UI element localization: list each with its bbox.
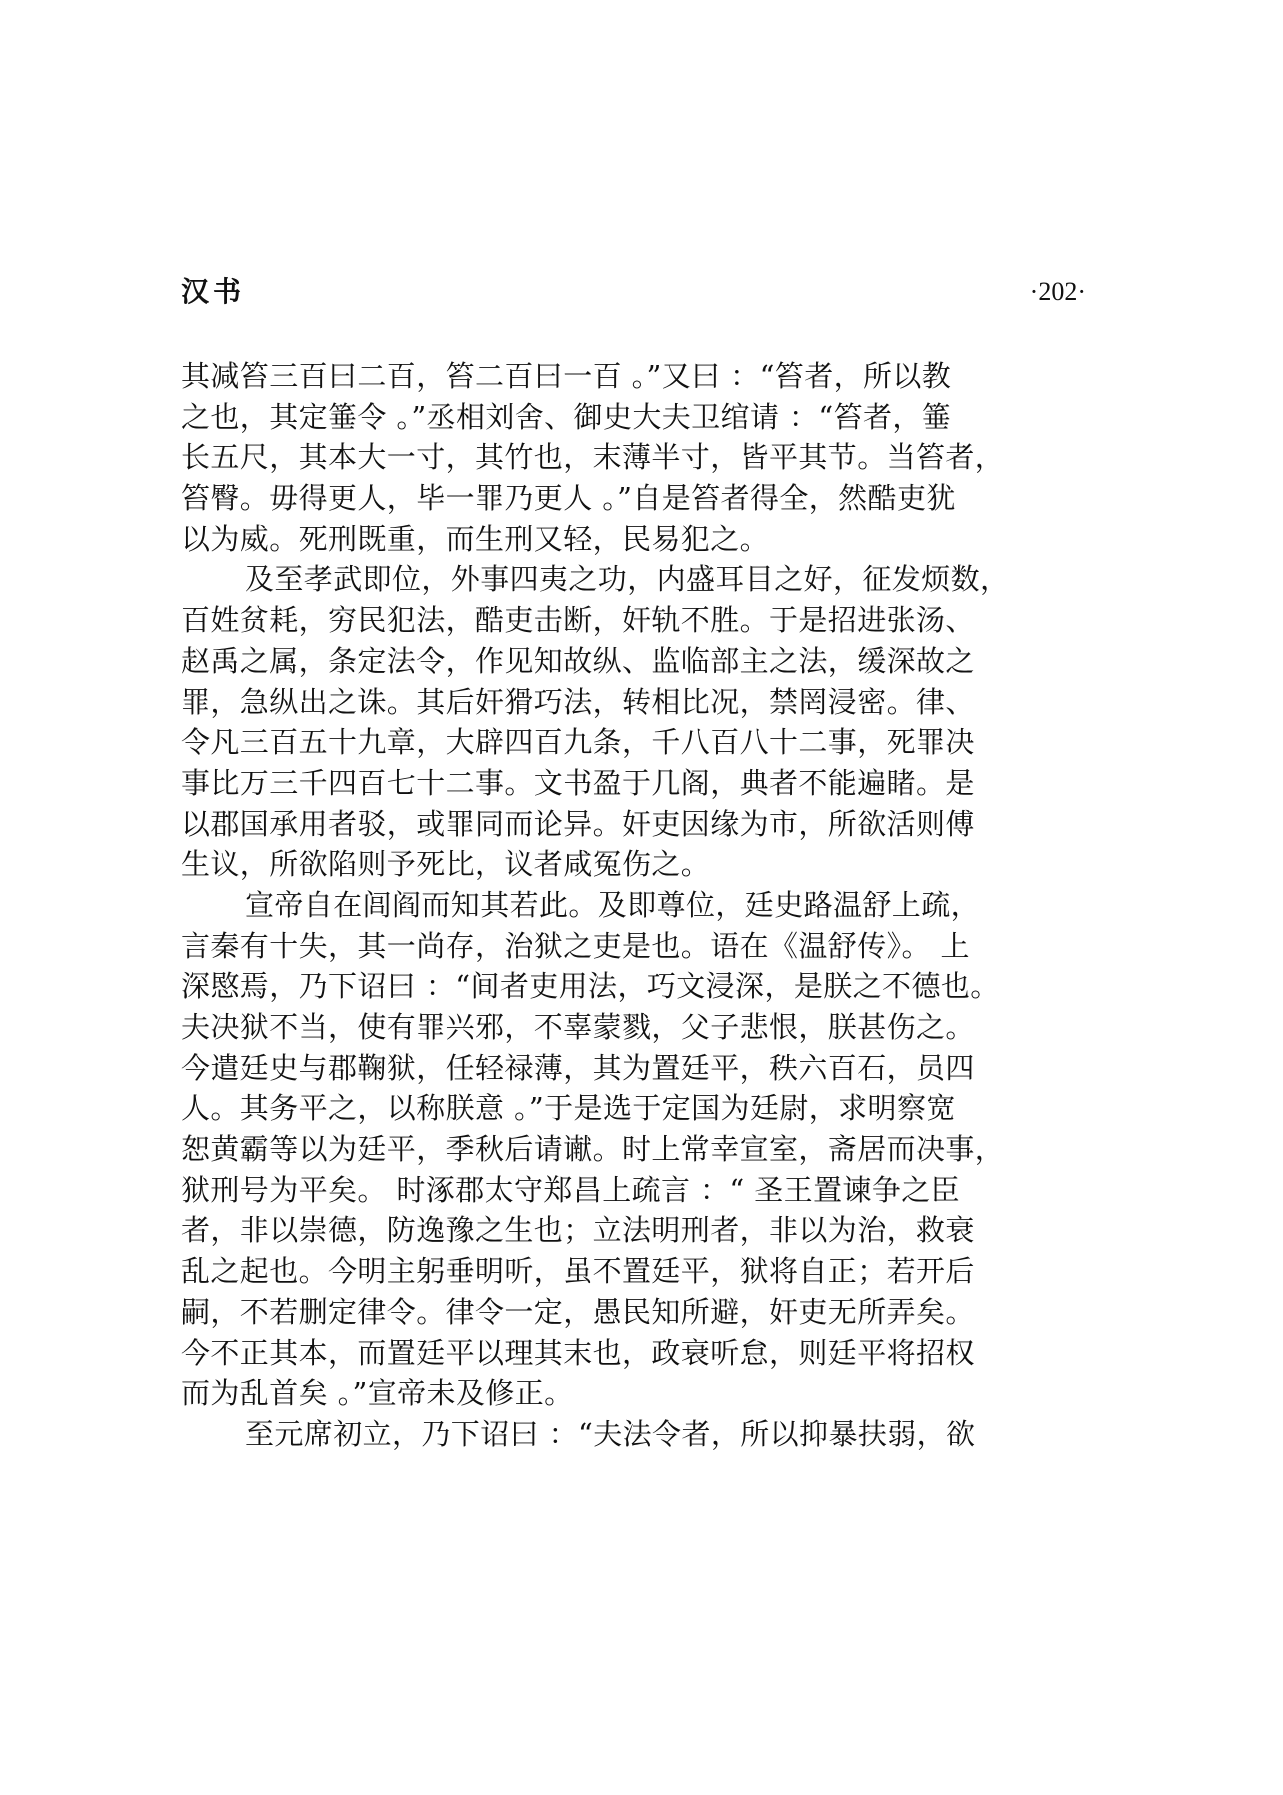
text-line: 赵禹之属，条定法令，作见知故纵、监临部主之法，缓深故之	[181, 643, 975, 678]
text-line: 罪，急纵出之诛。其后奸猾巧法，转相比况，禁罔浸密。律、	[181, 684, 975, 719]
text-line: 其减笞三百曰二百，笞二百曰一百 。”又曰 ：“笞者，所以教	[181, 359, 952, 393]
text-line: 人。其务平之，以称朕意 。”于是选于定国为廷尉，求明察宽	[181, 1091, 956, 1126]
paragraph-start-line: 至元席初立，乃下诏曰 ：“夫法令者，所以抑暴扶弱，欲	[245, 1416, 976, 1451]
text-line: 嗣，不若删定律令。律令一定，愚民知所避，奸吏无所弄矣。	[181, 1294, 975, 1329]
text-line: 言秦有十失，其一尚存，治狱之吏是也。语在《温舒传》。 上	[181, 928, 970, 963]
text-line: 以郡国承用者驳，或罪同而论异。奸吏因缘为市，所欲活则傅	[181, 806, 975, 841]
text-line: 令凡三百五十九章，大辟四百九条，千八百八十二事，死罪决	[181, 725, 975, 760]
page-header	[181, 272, 1086, 312]
text-line: 恕黄霸等以为廷平，季秋后请谳。时上常幸宣室，斋居而决事，	[181, 1132, 1005, 1167]
text-line: 深愍焉，乃下诏曰 ：“间者吏用法，巧文浸深，是朕之不德也。	[181, 969, 1000, 1004]
page-number: ·202·	[1029, 277, 1086, 306]
book-title: 汉书	[181, 275, 246, 308]
text-line: 狱刑号为平矣。 时涿郡太守郑昌上疏言 ：“ 圣王置谏争之臣	[181, 1172, 961, 1207]
text-line: 生议，所欲陷则予死比，议者咸冤伤之。	[181, 847, 711, 882]
text-line: 今不正其本，而置廷平以理其末也，政衰听怠，则廷平将招权	[181, 1335, 975, 1370]
text-line: 以为威。死刑既重，而生刑又轻，民易犯之。	[181, 521, 770, 556]
text-line: 乱之起也。今明主躬垂明听，虽不置廷平，狱将自正；若开后	[181, 1254, 975, 1289]
text-line: 今遣廷史与郡鞠狱，任轻禄薄，其为置廷平，秩六百石，员四	[181, 1050, 975, 1085]
paragraph-start-line: 及至孝武即位，外事四夷之功，内盛耳目之好，征发烦数，	[245, 562, 1010, 597]
text-line: 而为乱首矣 。”宣帝未及修正。	[181, 1376, 574, 1411]
text-line: 夫决狱不当，使有罪兴邪，不辜蒙戮，父子悲恨，朕甚伤之。	[181, 1010, 975, 1044]
text-line: 笞臀。毋得更人，毕一罪乃更人 。”自是笞者得全，然酷吏犹	[181, 481, 956, 516]
text-line: 百姓贫耗，穷民犯法，酷吏击断，奸轨不胜。于是招进张汤、	[181, 603, 975, 638]
text-line: 长五尺，其本大一寸，其竹也，末薄半寸，皆平其节。当笞者，	[181, 440, 1005, 475]
text-line: 者，非以崇德，防逸豫之生也；立法明刑者，非以为治，救衰	[181, 1213, 975, 1248]
paragraph-start-line: 宣帝自在闾阎而知其若此。及即尊位，廷史路温舒上疏，	[245, 887, 981, 922]
text-body	[181, 356, 1086, 1455]
text-line: 事比万三千四百七十二事。文书盈于几阁，典者不能遍睹。是	[181, 765, 975, 800]
text-line: 之也，其定箠令 。”丞相刘舍、御史大夫卫绾请 ：“笞者，箠	[181, 399, 952, 434]
